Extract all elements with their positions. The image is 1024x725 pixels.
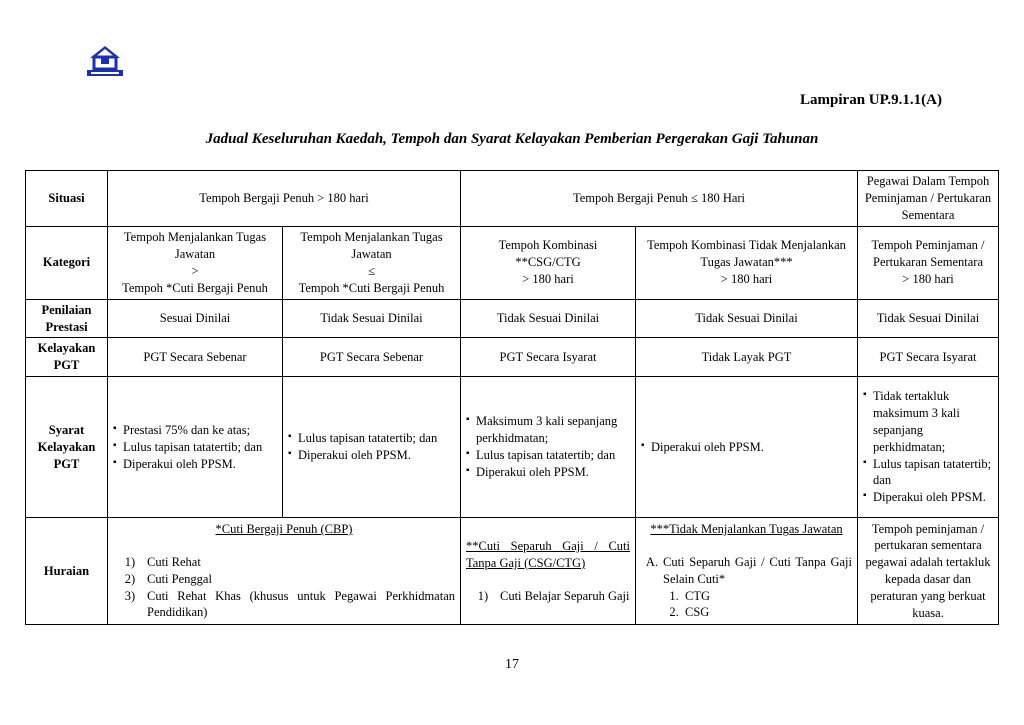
kelayakan-cell: Tidak Layak PGT (636, 338, 858, 377)
syarat-list (466, 413, 630, 481)
syarat-cell (858, 377, 999, 518)
list-item: 2) Cuti Penggal (124, 571, 212, 586)
list-item: 1) Cuti Belajar Separuh Gaji (477, 588, 630, 603)
kelayakan-cell: PGT Secara Sebenar (283, 338, 461, 377)
list-item: ▪ Prestasi 75% dan ke atas; (113, 422, 277, 439)
row-kategori (26, 226, 999, 299)
list-item: ▪ Diperakui oleh PPSM. (288, 447, 455, 464)
penilaian-cell: Tidak Sesuai Dinilai (636, 299, 858, 338)
organization-logo (86, 44, 124, 78)
syarat-list (641, 439, 852, 456)
syarat-cell (283, 377, 461, 518)
kelayakan-cell: PGT Secara Sebenar (108, 338, 283, 377)
row-penilaian (26, 299, 999, 338)
situasi-group-under-180: Tempoh Bergaji Penuh ≤ 180 Hari (461, 171, 858, 227)
list-item: ▪ Lulus tapisan tatatertib; dan (863, 456, 993, 490)
row-label-kategori: Kategori (26, 226, 108, 299)
list-item: 1. CTG (669, 588, 710, 603)
row-syarat (26, 377, 999, 518)
list-item: ▪ Tidak tertakluk maksimum 3 kali sepanjang perkhidmatan; (863, 388, 993, 456)
row-label-penilaian: Penilaian Prestasi (26, 299, 108, 338)
list-item: ▪ Diperakui oleh PPSM. (863, 489, 993, 506)
kategori-cell: Tempoh Peminjaman / Pertukaran Sementara > 180 hari (858, 226, 999, 299)
syarat-cell (461, 377, 636, 518)
row-label-syarat: Syarat Kelayakan PGT (26, 377, 108, 518)
penilaian-cell: Tidak Sesuai Dinilai (283, 299, 461, 338)
list-item: 3) Cuti Rehat Khas (khusus untuk Pegawai Perkhidmatan Pendidikan) (124, 588, 455, 620)
document-title: Jadual Keseluruhan Kaedah, Tempoh dan Syarat Kelayakan Pemberian Pergerakan Gaji Tahunan (205, 131, 819, 147)
syarat-cell (636, 377, 858, 518)
list-item: A. Cuti Separuh Gaji / Cuti Tanpa Gaji Selain Cuti* (645, 554, 853, 586)
row-huraian (26, 518, 999, 625)
list-item: ▪ Lulus tapisan tatatertib; dan (288, 430, 455, 447)
eligibility-table (25, 170, 999, 625)
list-item: ▪ Lulus tapisan tatatertib; dan (466, 447, 630, 464)
situasi-loan: Pegawai Dalam Tempoh Peminjaman / Pertukaran Sementara (858, 171, 999, 227)
kelayakan-cell: PGT Secara Isyarat (461, 338, 636, 377)
list-item: ▪ Diperakui oleh PPSM. (641, 439, 852, 456)
kategori-cell: Tempoh Menjalankan Tugas Jawatan > Tempoh *Cuti Bergaji Penuh (108, 226, 283, 299)
huraian-list (113, 554, 455, 622)
row-situasi (26, 171, 999, 227)
syarat-list (113, 422, 277, 473)
huraian-csg-cell (461, 518, 636, 625)
row-kelayakan (26, 338, 999, 377)
penilaian-cell: Tidak Sesuai Dinilai (858, 299, 999, 338)
kategori-cell: Tempoh Menjalankan Tugas Jawatan ≤ Tempoh *Cuti Bergaji Penuh (283, 226, 461, 299)
list-item: ▪ Maksimum 3 kali sepanjang perkhidmatan; (466, 413, 630, 447)
syarat-list (288, 430, 455, 464)
huraian-heading: *Cuti Bergaji Penuh (CBP) (215, 521, 353, 536)
huraian-list (466, 588, 630, 605)
page-number: 17 (505, 657, 519, 672)
list-item: 2. CSG (669, 605, 710, 620)
list-item: ▪ Diperakui oleh PPSM. (113, 456, 277, 473)
huraian-cbp-cell (108, 518, 461, 625)
list-item: ▪ Lulus tapisan tatatertib; dan (113, 439, 277, 456)
row-label-kelayakan: Kelayakan PGT (26, 338, 108, 377)
huraian-heading: **Cuti Separuh Gaji / Cuti Tanpa Gaji (CSG/CTG) (466, 538, 630, 570)
kategori-cell: Tempoh Kombinasi **CSG/CTG > 180 hari (461, 226, 636, 299)
huraian-loan-cell: Tempoh peminjaman / pertukaran sementara pegawai adalah tertakluk kepada dasar dan peraturan yang berkuat kuasa. (858, 518, 999, 625)
penilaian-cell: Tidak Sesuai Dinilai (461, 299, 636, 338)
huraian-heading: ***Tidak Menjalankan Tugas Jawatan (650, 521, 843, 536)
huraian-tidak-cell (636, 518, 858, 625)
syarat-list (863, 388, 993, 506)
huraian-list (641, 554, 852, 622)
penilaian-cell: Sesuai Dinilai (108, 299, 283, 338)
list-item: 1) Cuti Rehat (124, 554, 201, 569)
row-label-situasi: Situasi (26, 171, 108, 227)
kelayakan-cell: PGT Secara Isyarat (858, 338, 999, 377)
kategori-cell: Tempoh Kombinasi Tidak Menjalankan Tugas Jawatan*** > 180 hari (636, 226, 858, 299)
appendix-reference: Lampiran UP.9.1.1(A) (800, 92, 942, 108)
list-item: ▪ Diperakui oleh PPSM. (466, 464, 630, 481)
situasi-group-over-180: Tempoh Bergaji Penuh > 180 hari (108, 171, 461, 227)
row-label-huraian: Huraian (26, 518, 108, 625)
syarat-cell (108, 377, 283, 518)
